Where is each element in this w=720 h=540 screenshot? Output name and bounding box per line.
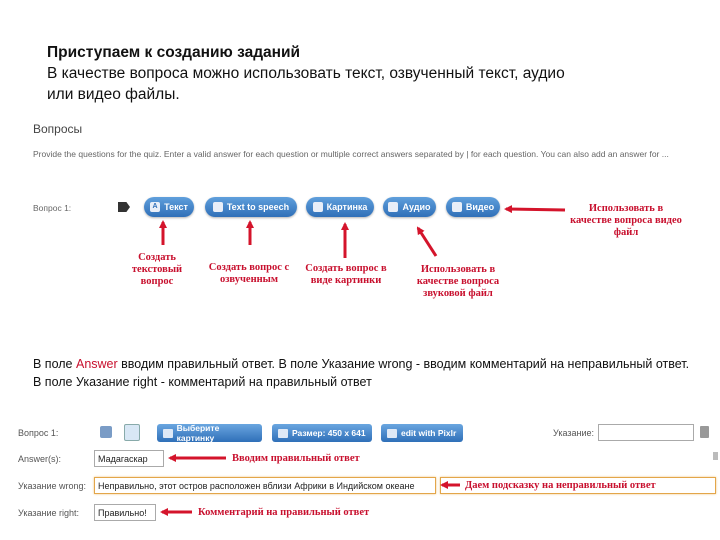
questions-description: Provide the questions for the quiz. Enter a valid answer for each question or multiple correct answers separated by | for each question. You can also add an answer for ... xyxy=(33,149,669,159)
wrong-hint-input[interactable]: Неправильно, этот остров расположен вблизи Африки в Индийском океане xyxy=(94,477,436,494)
answer-highlight: Answer xyxy=(75,357,118,371)
edit-with-pixlr-button-label: edit with Pixlr xyxy=(401,428,457,438)
intro-heading: Приступаем к созданию заданий xyxy=(47,44,301,61)
callout-wrong: Даем подсказку на неправильный ответ xyxy=(465,480,656,491)
text-icon: A xyxy=(150,202,160,212)
callout-image-question: Создать вопрос в виде картинки xyxy=(305,263,387,286)
arrow-to-audio-button xyxy=(418,228,436,256)
right-hint-label: Указание right: xyxy=(18,508,79,518)
callout-video-question: Использовать в качестве вопроса видео файл xyxy=(570,203,682,238)
choose-image-button-label: Выберите картинку xyxy=(176,423,220,443)
text-to-speech-button-label: Text to speech xyxy=(226,202,290,212)
arrow-to-video-button xyxy=(506,209,565,210)
instructions-before: В поле xyxy=(33,357,76,371)
hint-label: Указание: xyxy=(553,428,594,438)
intro-line-3: или видео файлы. xyxy=(47,86,180,103)
image-question-button-label: Картинка xyxy=(326,202,368,212)
instructions-after: вводим правильный ответ. В поле Указание wrong - вводим комментарий на неправильный ответ. В поле Указание right - комментарий на правильный ответ xyxy=(33,357,690,389)
callout-tts-question: Создать вопрос с озвученным xyxy=(208,262,290,285)
answer-input[interactable]: Мадагаскар xyxy=(94,450,164,467)
callout-audio-question: Использовать в качестве вопроса звуковой файл xyxy=(416,264,500,299)
question-2-label: Вопрос 1: xyxy=(18,428,59,438)
text-question-button-label: Текст xyxy=(164,202,188,212)
answer-label: Answer(s): xyxy=(18,454,62,464)
image-size-button-label: Размер: 450 x 641 xyxy=(292,428,366,438)
intro-line-2: В качестве вопроса можно использовать текст, озвученный текст, аудио xyxy=(47,65,565,82)
video-question-button-label: Видео xyxy=(465,202,495,212)
audio-question-button-label: Аудио xyxy=(402,202,431,212)
callout-answer: Вводим правильный ответ xyxy=(232,453,360,464)
right-hint-input[interactable]: Правильно! xyxy=(94,504,156,521)
wrong-hint-label: Указание wrong: xyxy=(18,481,87,491)
callout-right: Комментарий на правильный ответ xyxy=(198,507,370,518)
question-label: Вопрос 1: xyxy=(33,203,72,213)
questions-section-title: Вопросы xyxy=(33,122,83,136)
callout-text-question: Создать текстовый вопрос xyxy=(131,252,183,287)
